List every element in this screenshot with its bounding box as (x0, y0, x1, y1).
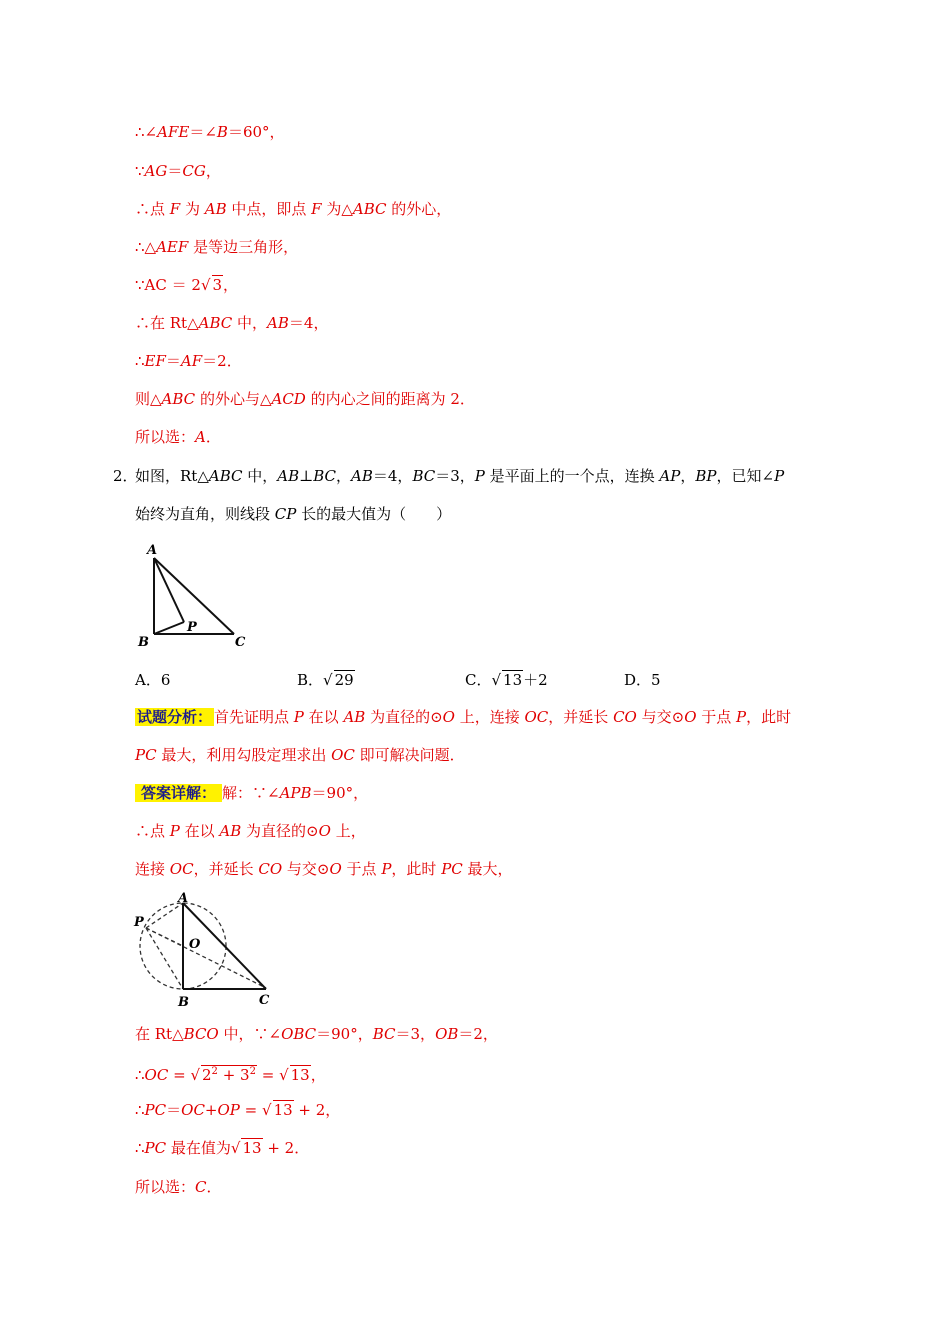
analysis-line: PC 最大，利用勾股定理求出 OC 即可解决问题． (135, 746, 465, 764)
answer-line: 连接 OC，并延长 CO 与交⊙O 于点 P，此时 PC 最大， (135, 860, 513, 878)
answer-line: ∴OC = √ $2^2 + 3^2$ = √ 13， (135, 1066, 326, 1084)
solution-line: ∴△AEF 是等边三角形， (135, 238, 299, 256)
solution-line: ∴在 Rt△ABC 中，AB＝4， (135, 314, 329, 332)
question-text: 始终为直角，则线段 CP 长的最大值为（ ） (135, 505, 452, 523)
solution-line: ∵AG＝CG， (135, 162, 221, 180)
option-b[interactable]: B．√ 29 (297, 671, 354, 689)
solution-line: ∴∠AFE＝∠B＝60°， (135, 123, 285, 141)
label-c: C (259, 993, 270, 1008)
solution-line: ∴EF＝AF＝2． (135, 352, 242, 370)
option-a[interactable]: A．6 (135, 671, 171, 689)
solution-line: ∴点 F 为 AB 中点，即点 F 为△ABC 的外心， (135, 200, 452, 218)
answer-line: 答案详解： 解：∵∠APB＝90°， (135, 783, 368, 803)
answer-line: ∴PC 最在值为√ 13 + 2． (135, 1139, 310, 1157)
label-b: B (178, 995, 189, 1010)
answer-line: ∴PC＝OC+OP = √ 13 + 2， (135, 1101, 341, 1119)
question-text: 如图，Rt△ABC 中，AB⊥BC，AB＝4，BC＝3，P 是平面上的一个点，连换 AP，BP，已知∠P (135, 467, 785, 485)
analysis-tag: 试题分析： (137, 708, 213, 726)
solution-line: 则△ABC 的外心与△ACD 的内心之间的距离为 2． (135, 390, 475, 408)
label-a: A (178, 891, 189, 906)
question-number: 2． (113, 467, 138, 485)
answer-line: 所以选：C． (135, 1178, 222, 1196)
solution-line: 所以选：A． (135, 428, 221, 446)
solution-line: ∵AC ＝ 2√ 3， (135, 276, 239, 294)
option-d[interactable]: D．5 (624, 671, 661, 689)
answer-line: 在 Rt△BCO 中，∵∠OBC＝90°，BC＝3，OB＝2， (135, 1025, 498, 1043)
label-a: A (147, 543, 158, 558)
label-p: P (134, 915, 144, 930)
answer-tag: 答案详解： (135, 784, 222, 802)
option-c[interactable]: C．√ 13＋2 (465, 671, 548, 689)
triangle-figure (132, 540, 262, 652)
label-c: C (235, 635, 246, 650)
label-b: B (138, 635, 149, 650)
answer-line: ∴点 P 在以 AB 为直径的⊙O 上， (135, 822, 366, 840)
label-o: O (189, 937, 201, 952)
label-p: P (187, 620, 197, 635)
circle-figure (130, 888, 280, 1010)
analysis-line: 试题分析： 首先证明点 P 在以 AB 为直径的⊙O 上，连接 OC，并延长 CO 与交⊙O 于点 P，此时 (137, 708, 792, 726)
